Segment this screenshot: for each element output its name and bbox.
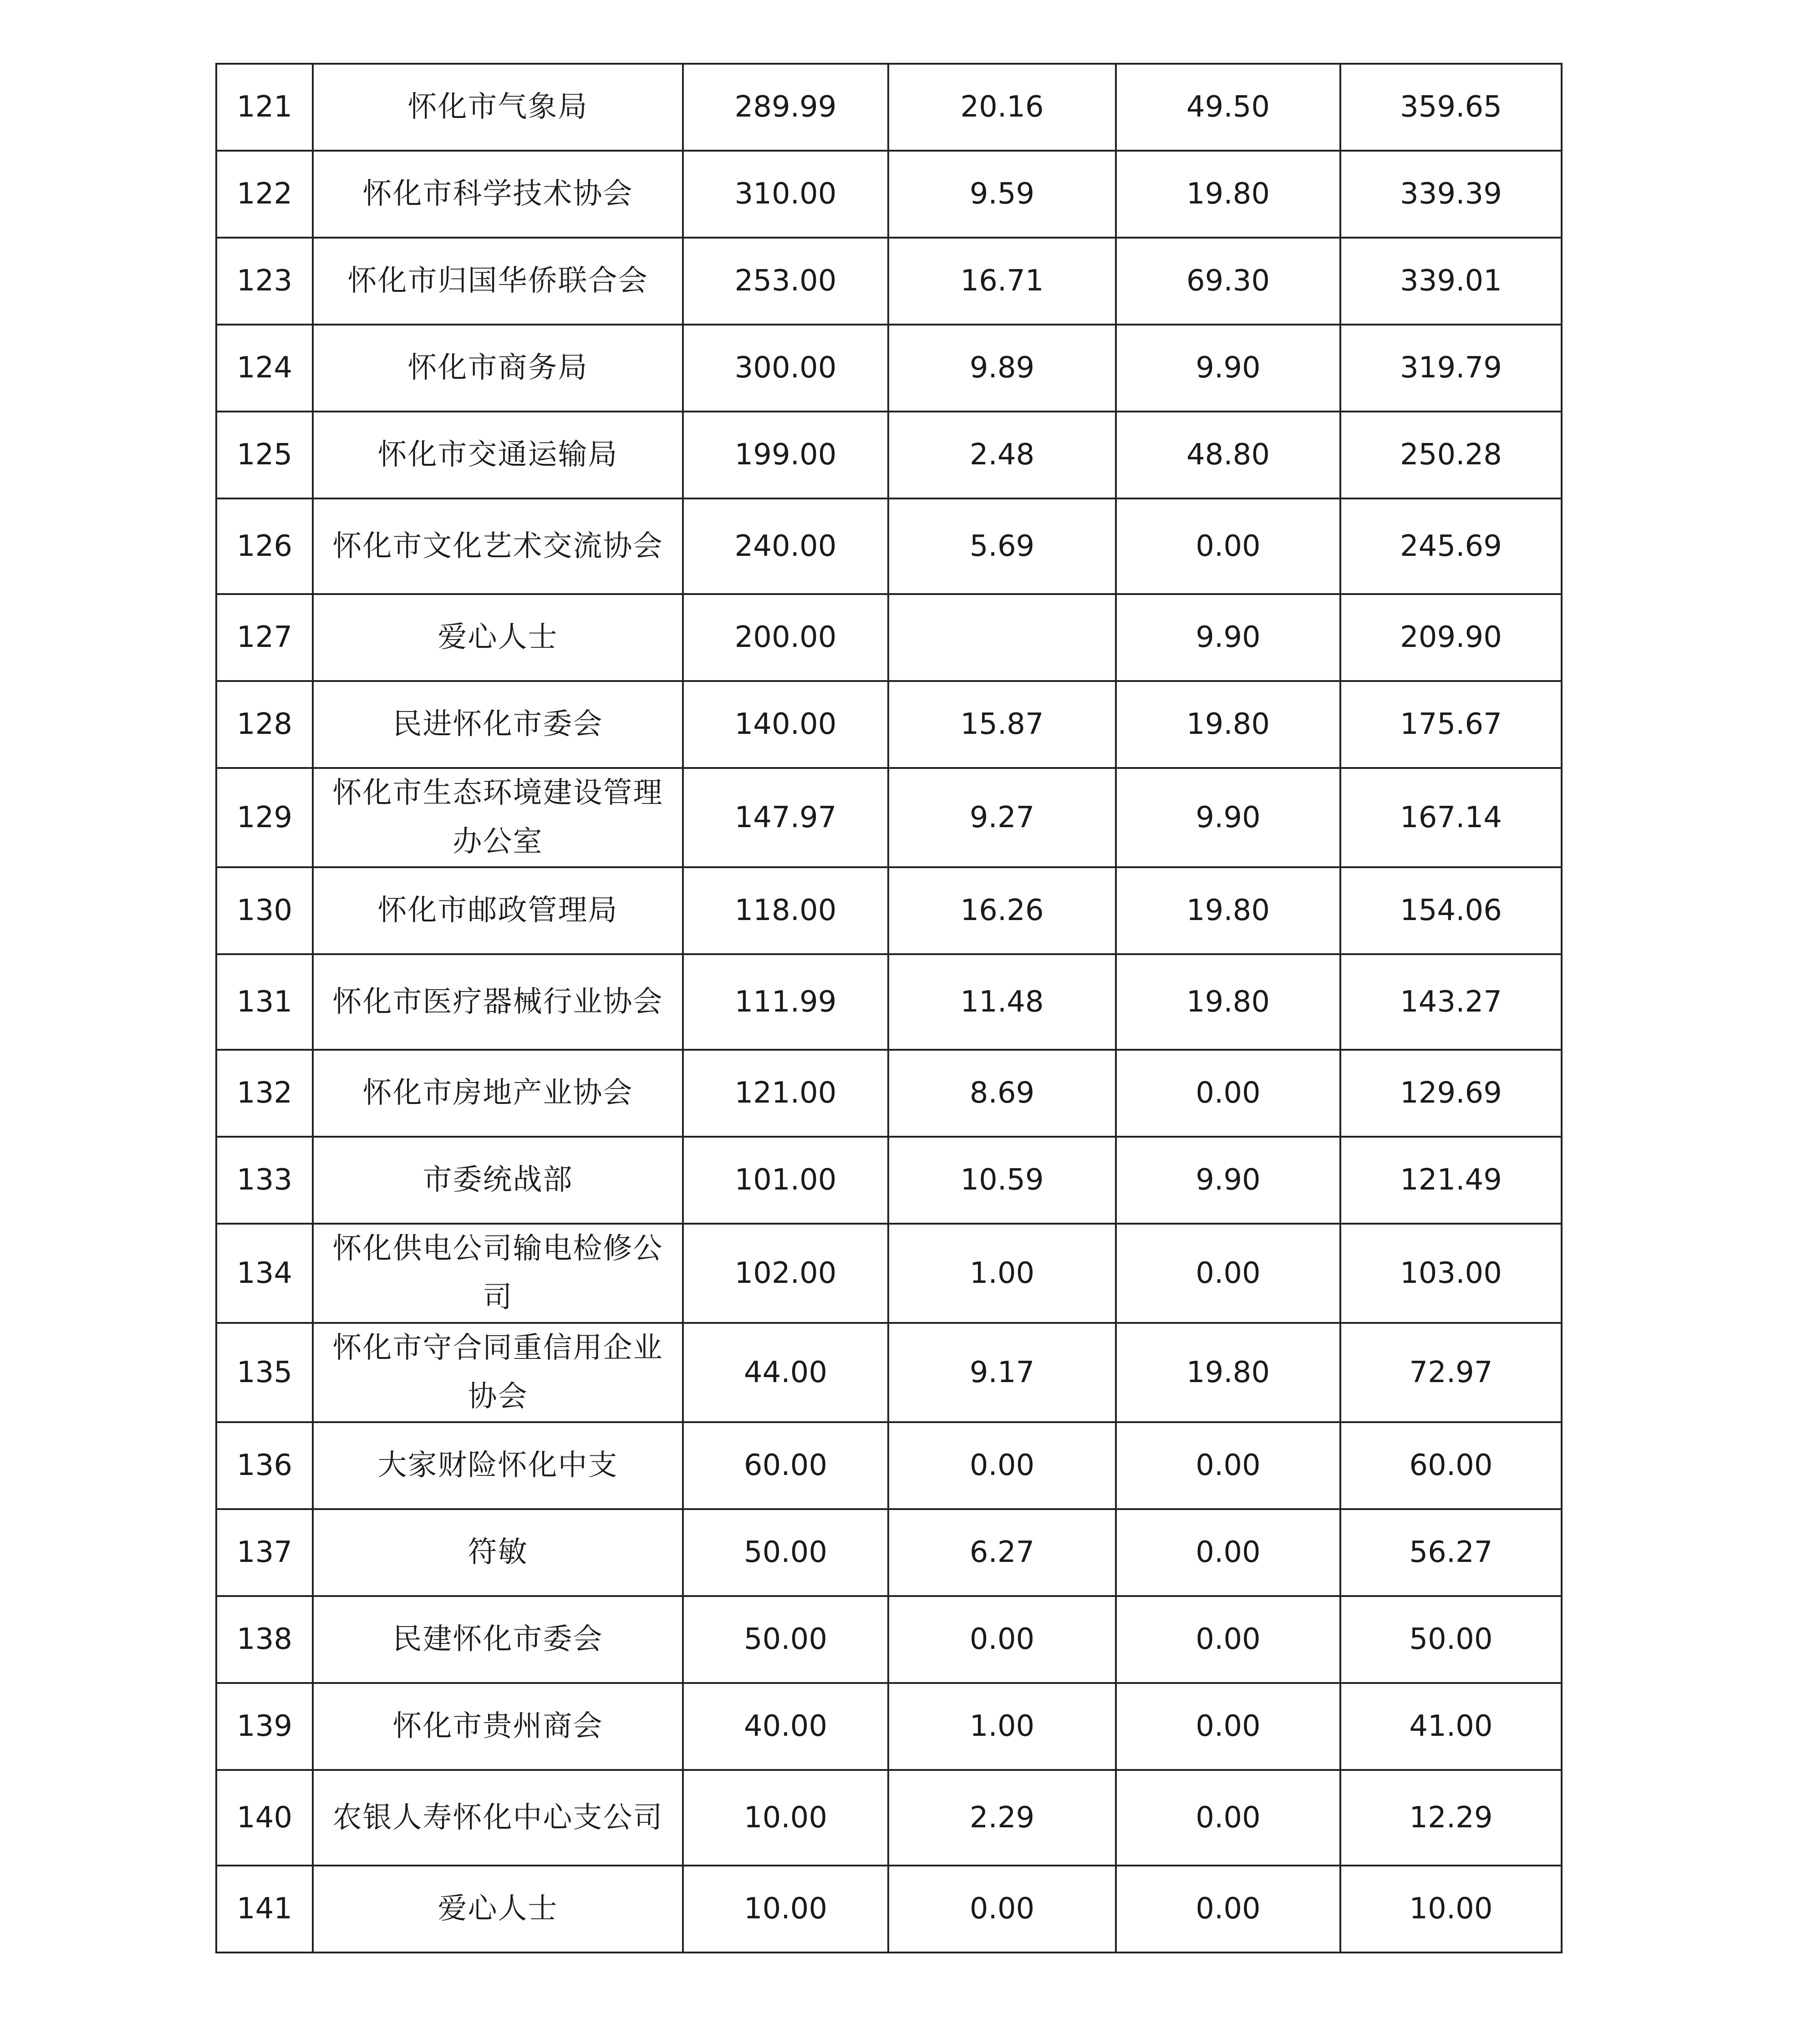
row-number: 123: [216, 238, 313, 325]
row-number: 141: [216, 1866, 313, 1952]
row-number: 130: [216, 867, 313, 954]
amount-col-1: 60.00: [683, 1422, 888, 1509]
donor-name: 民建怀化市委会: [313, 1596, 683, 1683]
donor-name: 爱心人士: [313, 594, 683, 681]
row-number: 135: [216, 1323, 313, 1422]
amount-col-3: 0.00: [1116, 1422, 1340, 1509]
table-row: [216, 498, 1562, 594]
table-row: [216, 594, 1562, 681]
row-number: 137: [216, 1509, 313, 1596]
amount-col-3: 19.80: [1116, 1323, 1340, 1422]
amount-col-3: 9.90: [1116, 325, 1340, 412]
donor-name: 怀化市商务局: [313, 325, 683, 412]
amount-col-2: 10.59: [888, 1137, 1116, 1224]
donor-name: 怀化市生态环境建设管理办公室: [313, 768, 683, 867]
row-number: 129: [216, 768, 313, 867]
donor-name: 怀化市医疗器械行业协会: [313, 954, 683, 1050]
amount-col-2: 2.29: [888, 1770, 1116, 1866]
donor-name: 农银人寿怀化中心支公司: [313, 1770, 683, 1866]
amount-col-3: 0.00: [1116, 1596, 1340, 1683]
amount-col-2: 9.17: [888, 1323, 1116, 1422]
table-row: [216, 1422, 1562, 1509]
amount-col-1: 200.00: [683, 594, 888, 681]
table-row: [216, 325, 1562, 412]
amount-col-1: 199.00: [683, 412, 888, 498]
amount-col-2: 0.00: [888, 1866, 1116, 1952]
table-row: [216, 151, 1562, 238]
row-total: 359.65: [1340, 64, 1562, 151]
amount-col-2: 20.16: [888, 64, 1116, 151]
amount-col-2: 2.48: [888, 412, 1116, 498]
amount-col-2: 16.26: [888, 867, 1116, 954]
amount-col-2: 6.27: [888, 1509, 1116, 1596]
row-total: 339.39: [1340, 151, 1562, 238]
donor-name: 大家财险怀化中支: [313, 1422, 683, 1509]
amount-col-2: 15.87: [888, 681, 1116, 768]
donor-name: 怀化市文化艺术交流协会: [313, 498, 683, 594]
row-total: 56.27: [1340, 1509, 1562, 1596]
amount-col-3: 0.00: [1116, 1770, 1340, 1866]
amount-col-3: 19.80: [1116, 954, 1340, 1050]
row-total: 103.00: [1340, 1224, 1562, 1323]
amount-col-3: 49.50: [1116, 64, 1340, 151]
table-row: [216, 1224, 1562, 1323]
row-total: 209.90: [1340, 594, 1562, 681]
amount-col-1: 147.97: [683, 768, 888, 867]
table-row: [216, 1050, 1562, 1137]
donor-name: 怀化市贵州商会: [313, 1683, 683, 1770]
amount-col-2: 16.71: [888, 238, 1116, 325]
row-total: 10.00: [1340, 1866, 1562, 1952]
donor-name: 怀化市守合同重信用企业协会: [313, 1323, 683, 1422]
table-row: [216, 1323, 1562, 1422]
donor-name: 怀化市气象局: [313, 64, 683, 151]
amount-col-1: 102.00: [683, 1224, 888, 1323]
row-number: 126: [216, 498, 313, 594]
amount-col-1: 40.00: [683, 1683, 888, 1770]
amount-col-3: 19.80: [1116, 681, 1340, 768]
amount-col-3: 0.00: [1116, 1683, 1340, 1770]
amount-col-1: 10.00: [683, 1866, 888, 1952]
donor-name: 怀化市归国华侨联合会: [313, 238, 683, 325]
amount-col-2: 1.00: [888, 1683, 1116, 1770]
amount-col-2: [888, 594, 1116, 681]
amount-col-1: 44.00: [683, 1323, 888, 1422]
amount-col-3: 48.80: [1116, 412, 1340, 498]
amount-col-2: 1.00: [888, 1224, 1116, 1323]
amount-col-1: 50.00: [683, 1596, 888, 1683]
amount-col-2: 8.69: [888, 1050, 1116, 1137]
amount-col-1: 101.00: [683, 1137, 888, 1224]
row-total: 12.29: [1340, 1770, 1562, 1866]
donor-name: 怀化市房地产业协会: [313, 1050, 683, 1137]
table-row: [216, 954, 1562, 1050]
amount-col-2: 9.89: [888, 325, 1116, 412]
amount-col-1: 310.00: [683, 151, 888, 238]
amount-col-3: 69.30: [1116, 238, 1340, 325]
table-row: [216, 1866, 1562, 1952]
row-total: 121.49: [1340, 1137, 1562, 1224]
row-number: 139: [216, 1683, 313, 1770]
donor-name: 怀化供电公司输电检修公司: [313, 1224, 683, 1323]
row-number: 138: [216, 1596, 313, 1683]
donor-name: 爱心人士: [313, 1866, 683, 1952]
row-total: 250.28: [1340, 412, 1562, 498]
donor-name: 怀化市邮政管理局: [313, 867, 683, 954]
row-total: 154.06: [1340, 867, 1562, 954]
amount-col-2: 5.69: [888, 498, 1116, 594]
row-number: 132: [216, 1050, 313, 1137]
row-number: 124: [216, 325, 313, 412]
amount-col-1: 140.00: [683, 681, 888, 768]
table-row: [216, 412, 1562, 498]
amount-col-1: 121.00: [683, 1050, 888, 1137]
row-number: 131: [216, 954, 313, 1050]
row-total: 245.69: [1340, 498, 1562, 594]
table-row: [216, 238, 1562, 325]
amount-col-3: 9.90: [1116, 594, 1340, 681]
amount-col-3: 0.00: [1116, 1509, 1340, 1596]
row-number: 122: [216, 151, 313, 238]
amount-col-3: 9.90: [1116, 768, 1340, 867]
table-row: [216, 1770, 1562, 1866]
donor-name: 市委统战部: [313, 1137, 683, 1224]
row-number: 140: [216, 1770, 313, 1866]
table-row: [216, 768, 1562, 867]
amount-col-2: 11.48: [888, 954, 1116, 1050]
amount-col-3: 0.00: [1116, 1866, 1340, 1952]
amount-col-3: 0.00: [1116, 498, 1340, 594]
table-row: [216, 64, 1562, 151]
row-total: 319.79: [1340, 325, 1562, 412]
amount-col-2: 9.27: [888, 768, 1116, 867]
donor-name: 民进怀化市委会: [313, 681, 683, 768]
row-number: 134: [216, 1224, 313, 1323]
row-total: 167.14: [1340, 768, 1562, 867]
row-number: 133: [216, 1137, 313, 1224]
amount-col-1: 240.00: [683, 498, 888, 594]
amount-col-2: 0.00: [888, 1596, 1116, 1683]
amount-col-1: 118.00: [683, 867, 888, 954]
amount-col-3: 19.80: [1116, 867, 1340, 954]
table-row: [216, 1683, 1562, 1770]
donation-table: [215, 63, 1563, 1953]
amount-col-3: 19.80: [1116, 151, 1340, 238]
row-total: 72.97: [1340, 1323, 1562, 1422]
amount-col-3: 9.90: [1116, 1137, 1340, 1224]
amount-col-1: 289.99: [683, 64, 888, 151]
row-number: 127: [216, 594, 313, 681]
row-total: 175.67: [1340, 681, 1562, 768]
donor-name: 怀化市科学技术协会: [313, 151, 683, 238]
table-row: [216, 681, 1562, 768]
amount-col-1: 253.00: [683, 238, 888, 325]
row-number: 136: [216, 1422, 313, 1509]
row-total: 339.01: [1340, 238, 1562, 325]
table-row: [216, 867, 1562, 954]
row-total: 50.00: [1340, 1596, 1562, 1683]
row-number: 121: [216, 64, 313, 151]
amount-col-3: 0.00: [1116, 1224, 1340, 1323]
amount-col-1: 10.00: [683, 1770, 888, 1866]
donor-name: 符敏: [313, 1509, 683, 1596]
amount-col-3: 0.00: [1116, 1050, 1340, 1137]
amount-col-2: 0.00: [888, 1422, 1116, 1509]
row-number: 128: [216, 681, 313, 768]
table-row: [216, 1596, 1562, 1683]
row-total: 60.00: [1340, 1422, 1562, 1509]
donor-name: 怀化市交通运输局: [313, 412, 683, 498]
amount-col-1: 50.00: [683, 1509, 888, 1596]
amount-col-1: 300.00: [683, 325, 888, 412]
amount-col-1: 111.99: [683, 954, 888, 1050]
table-row: [216, 1509, 1562, 1596]
amount-col-2: 9.59: [888, 151, 1116, 238]
row-total: 41.00: [1340, 1683, 1562, 1770]
row-total: 143.27: [1340, 954, 1562, 1050]
row-number: 125: [216, 412, 313, 498]
table-row: [216, 1137, 1562, 1224]
row-total: 129.69: [1340, 1050, 1562, 1137]
